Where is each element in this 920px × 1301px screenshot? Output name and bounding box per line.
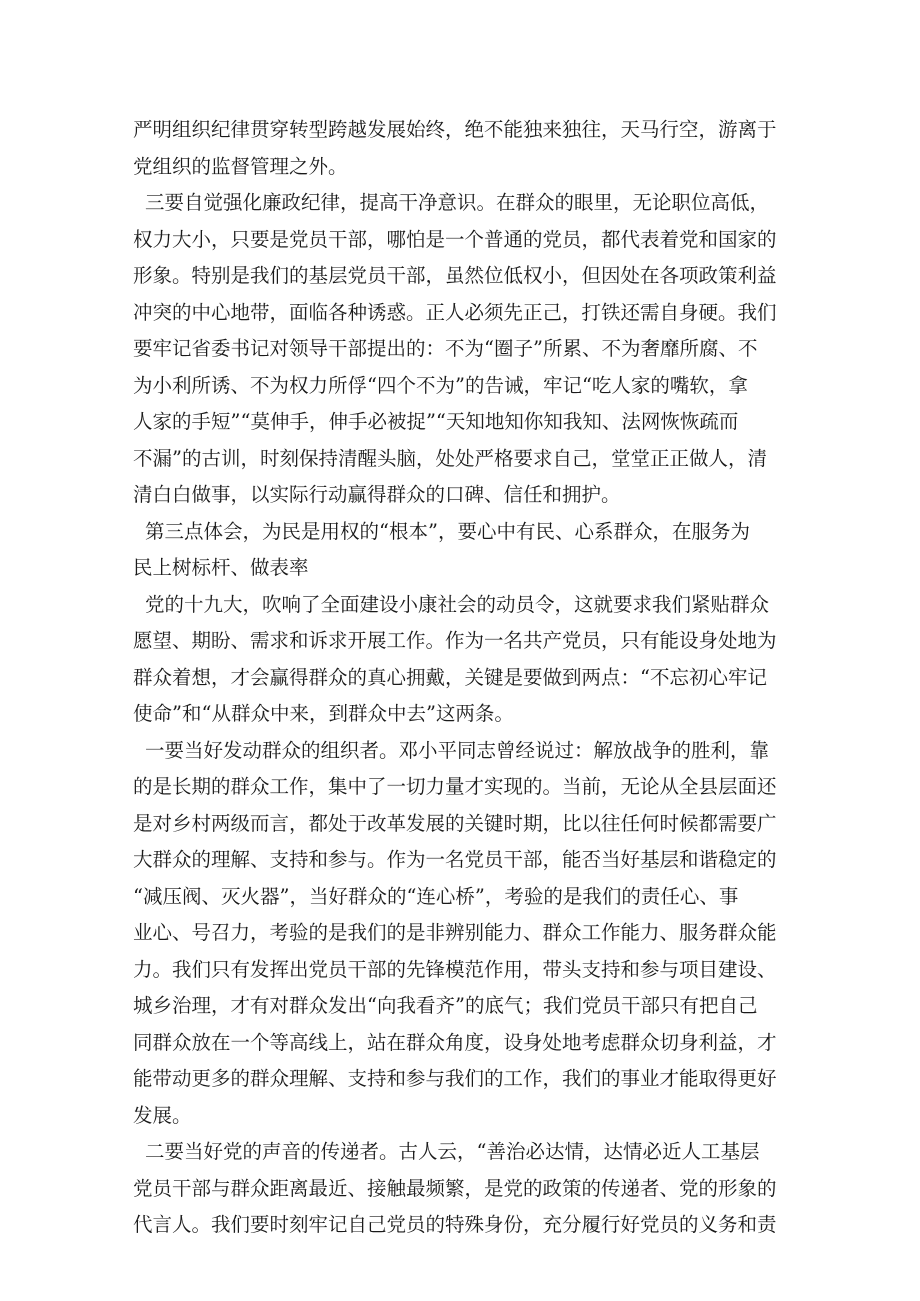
text-line: 一要当好发动群众的组织者。邓小平同志曾经说过：解放战争的胜利，靠	[145, 738, 770, 762]
paragraph-org-discipline-end	[133, 112, 793, 185]
text-line: 形象。特别是我们的基层党员干部，虽然位低权小，但因处在各项政策利益	[133, 264, 777, 287]
document-body	[133, 112, 793, 1244]
paragraph-mobilize-masses	[133, 733, 793, 1135]
paragraph-nineteenth-congress	[133, 587, 793, 733]
text-line: 大群众的理解、支持和参与。作为一名党员干部，能否当好基层和谐稳定的	[133, 848, 777, 871]
text-line: 党组织的监督管理之外。	[133, 154, 348, 178]
text-line: 使命”和“从群众中来，到群众中去”这两条。	[133, 702, 514, 725]
text-line: 愿望、期盼、需求和诉求开展工作。作为一名共产党员，只有能设身处地为	[133, 629, 777, 652]
text-line: 三要自觉强化廉政纪律，提高干净意识。在群众的眼里，无论职位高低，	[145, 191, 770, 214]
text-line: 力。我们只有发挥出党员干部的先锋模范作用，带头支持和参与项目建设、	[133, 957, 777, 981]
paragraph-third-insight-heading	[133, 514, 793, 587]
text-line: 二要当好党的声音的传递者。古人云，“善治必达情，达情必近人工基层	[145, 1140, 760, 1163]
text-line: 党的十九大，吹响了全面建设小康社会的动员令，这就要求我们紧贴群众	[145, 592, 770, 616]
text-line: 民上树标杆、做表率	[133, 556, 309, 579]
text-line: 清白白做事，以实际行动赢得群众的口碑、信任和拥护。	[133, 483, 621, 506]
text-line: 是对乡村两级而言，都处于改革发展的关键时期，比以往任何时候都需要广	[133, 811, 777, 835]
text-line: 冲突的中心地带，面临各种诱惑。正人必须先正己，打铁还需自身硬。我们	[133, 300, 777, 324]
text-line: 人家的手短”“莫伸手，伸手必被捉”“天知地知你知我知、法网恢恢疏而	[133, 410, 739, 433]
text-line: 不漏”的古训，时刻保持清醒头脑，处处严格要求自己，堂堂正正做人，清	[133, 446, 767, 470]
text-line: 为小利所诱、不为权力所俘“四个不为”的告诫，牢记“吃人家的嘴软，拿	[133, 373, 748, 397]
text-line: 党员干部与群众距离最近、接触最频繁，是党的政策的传递者、党的形象的	[133, 1176, 777, 1200]
text-line: 发展。	[133, 1103, 192, 1127]
text-line: 群众着想，才会赢得群众的真心拥戴，关键是要做到两点：“不忘初心牢记	[133, 665, 767, 689]
text-line: 的是长期的群众工作，集中了一切力量才实现的。当前，无论从全县层面还	[133, 775, 777, 798]
text-line: 业心、号召力，考验的是我们的是非辨别能力、群众工作能力、服务群众能	[133, 921, 777, 944]
text-line: 权力大小，只要是党员干部，哪怕是一个普通的党员，都代表着党和国家的	[133, 227, 777, 251]
text-line: 城乡治理，才有对群众发出“向我看齐”的底气；我们党员干部只有把自己	[133, 994, 758, 1017]
text-line: “减压阀、灭火器”，当好群众的“连心桥”，考验的是我们的责任心、事	[133, 884, 739, 908]
paragraph-party-voice	[133, 1134, 793, 1244]
text-line: 严明组织纪律贯穿转型跨越发展始终，绝不能独来独往，天马行空，游离于	[133, 118, 777, 141]
text-line: 代言人。我们要时刻牢记自己党员的特殊身份，充分履行好党员的义务和责	[133, 1213, 777, 1236]
text-line: 要牢记省委书记对领导干部提出的：不为“圈子”所累、不为奢靡所腐、不	[133, 337, 758, 360]
text-line: 第三点体会，为民是用权的“根本”，要心中有民、心系群众，在服务为	[145, 519, 750, 543]
text-line: 能带动更多的群众理解、支持和参与我们的工作，我们的事业才能取得更好	[133, 1067, 777, 1090]
paragraph-integrity-discipline	[133, 185, 793, 514]
text-line: 同群众放在一个等高线上，站在群众角度，设身处地考虑群众切身利益，才	[133, 1030, 777, 1054]
